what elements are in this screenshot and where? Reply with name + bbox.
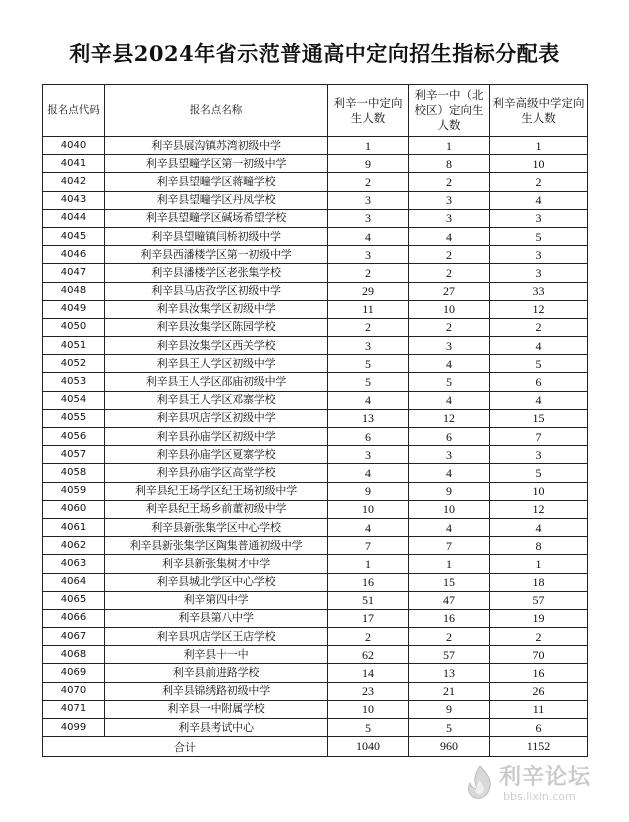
lixin-senior-count-cell: 2 (490, 318, 588, 336)
table-row (43, 337, 588, 355)
lixin-no1-north-count-cell: 7 (409, 537, 490, 555)
code-cell: 4053 (43, 373, 105, 391)
code-cell: 4056 (43, 428, 105, 446)
code-cell: 4057 (43, 446, 105, 464)
code-cell: 4099 (43, 719, 105, 737)
table-row (43, 155, 588, 173)
lixin-no1-count-cell: 4 (328, 518, 409, 536)
header-code: 报名点代码 (43, 85, 105, 137)
lixin-senior-count-cell: 12 (490, 300, 588, 318)
lixin-senior-count-cell: 4 (490, 191, 588, 209)
lixin-no1-count-cell: 17 (328, 609, 409, 627)
lixin-no1-count-cell: 11 (328, 300, 409, 318)
flame-logo-icon (459, 762, 501, 804)
lixin-no1-north-count-cell: 4 (409, 227, 490, 245)
lixin-senior-count-cell: 5 (490, 464, 588, 482)
school-name-cell: 利辛县一中附属学校 (105, 700, 328, 718)
lixin-no1-north-count-cell: 2 (409, 246, 490, 264)
lixin-no1-count-cell: 3 (328, 191, 409, 209)
lixin-senior-count-cell: 1 (490, 137, 588, 155)
table-row (43, 300, 588, 318)
lixin-senior-count-cell: 3 (490, 264, 588, 282)
table-row (43, 318, 588, 336)
table-row (43, 191, 588, 209)
code-cell: 4047 (43, 264, 105, 282)
table-row (43, 537, 588, 555)
school-name-cell: 利辛县潘楼学区老张集学校 (105, 264, 328, 282)
watermark-name: 利辛论坛 (499, 765, 592, 790)
code-cell: 4049 (43, 300, 105, 318)
lixin-no1-north-count-cell: 2 (409, 318, 490, 336)
lixin-senior-count-cell: 6 (490, 373, 588, 391)
lixin-no1-count-cell: 3 (328, 446, 409, 464)
lixin-no1-north-count-cell: 3 (409, 191, 490, 209)
code-cell: 4040 (43, 137, 105, 155)
header-lixin-no1: 利辛一中定向生人数 (328, 85, 409, 137)
code-cell: 4062 (43, 537, 105, 555)
school-name-cell: 利辛县纪王场乡前董初级中学 (105, 500, 328, 518)
lixin-no1-north-count-cell: 12 (409, 409, 490, 427)
code-cell: 4060 (43, 500, 105, 518)
lixin-no1-north-count-cell: 3 (409, 446, 490, 464)
school-name-cell: 利辛县孙庙学区初级中学 (105, 428, 328, 446)
school-name-cell: 利辛县王人学区邵庙初级中学 (105, 373, 328, 391)
code-cell: 4067 (43, 628, 105, 646)
school-name-cell: 利辛县汝集学区陈园学校 (105, 318, 328, 336)
lixin-no1-north-count-cell: 8 (409, 155, 490, 173)
school-name-cell: 利辛县第八中学 (105, 609, 328, 627)
table-row (43, 573, 588, 591)
lixin-no1-count-cell: 10 (328, 700, 409, 718)
table-row (43, 682, 588, 700)
lixin-senior-count-cell: 5 (490, 227, 588, 245)
page-title: 利辛县2024年省示范普通高中定向招生指标分配表 (69, 41, 560, 66)
lixin-no1-count-cell: 6 (328, 428, 409, 446)
code-cell: 4069 (43, 664, 105, 682)
table-row (43, 628, 588, 646)
lixin-no1-count-cell: 2 (328, 173, 409, 191)
lixin-no1-count-cell: 5 (328, 355, 409, 373)
lixin-senior-count-cell: 10 (490, 482, 588, 500)
lixin-no1-north-count-cell: 4 (409, 355, 490, 373)
lixin-no1-count-cell: 10 (328, 500, 409, 518)
school-name-cell: 利辛县考试中心 (105, 719, 328, 737)
lixin-no1-count-cell: 4 (328, 391, 409, 409)
school-name-cell: 利辛县汝集学区西关学校 (105, 337, 328, 355)
table-row (43, 409, 588, 427)
lixin-senior-count-cell: 3 (490, 446, 588, 464)
lixin-senior-count-cell: 1 (490, 555, 588, 573)
lixin-senior-count-cell: 4 (490, 518, 588, 536)
lixin-no1-north-count-cell: 4 (409, 518, 490, 536)
table-row (43, 609, 588, 627)
header-lixin-senior: 利辛高级中学定向生人数 (490, 85, 588, 137)
lixin-senior-count-cell: 3 (490, 246, 588, 264)
code-cell: 4042 (43, 173, 105, 191)
table-row (43, 646, 588, 664)
code-cell: 4064 (43, 573, 105, 591)
lixin-no1-north-count-cell: 9 (409, 700, 490, 718)
lixin-no1-north-count-cell: 5 (409, 373, 490, 391)
lixin-no1-north-count-cell: 9 (409, 482, 490, 500)
total-lixin-senior: 1152 (490, 737, 588, 757)
school-name-cell: 利辛县展沟镇苏湾初级中学 (105, 137, 328, 155)
lixin-senior-count-cell: 8 (490, 537, 588, 555)
code-cell: 4070 (43, 682, 105, 700)
school-name-cell: 利辛县望疃学区丹凤学校 (105, 191, 328, 209)
code-cell: 4048 (43, 282, 105, 300)
code-cell: 4065 (43, 591, 105, 609)
lixin-senior-count-cell: 33 (490, 282, 588, 300)
lixin-no1-count-cell: 1 (328, 555, 409, 573)
lixin-no1-count-cell: 51 (328, 591, 409, 609)
school-name-cell: 利辛县孙庙学区高堂学校 (105, 464, 328, 482)
table-row (43, 282, 588, 300)
lixin-no1-north-count-cell: 2 (409, 264, 490, 282)
code-cell: 4068 (43, 646, 105, 664)
code-cell: 4058 (43, 464, 105, 482)
lixin-no1-north-count-cell: 1 (409, 137, 490, 155)
school-name-cell: 利辛县望疃学区蒋疃学校 (105, 173, 328, 191)
lixin-no1-north-count-cell: 47 (409, 591, 490, 609)
code-cell: 4050 (43, 318, 105, 336)
lixin-senior-count-cell: 12 (490, 500, 588, 518)
school-name-cell: 利辛县十一中 (105, 646, 328, 664)
lixin-no1-north-count-cell: 1 (409, 555, 490, 573)
lixin-no1-count-cell: 23 (328, 682, 409, 700)
lixin-no1-north-count-cell: 2 (409, 173, 490, 191)
table-row (43, 482, 588, 500)
school-name-cell: 利辛县新张集学区中心学校 (105, 518, 328, 536)
school-name-cell: 利辛县望疃镇闫桥初级中学 (105, 227, 328, 245)
school-name-cell: 利辛县汝集学区初级中学 (105, 300, 328, 318)
school-name-cell: 利辛县前进路学校 (105, 664, 328, 682)
code-cell: 4046 (43, 246, 105, 264)
lixin-no1-count-cell: 3 (328, 337, 409, 355)
table-row (43, 719, 588, 737)
lixin-senior-count-cell: 16 (490, 664, 588, 682)
lixin-no1-count-cell: 14 (328, 664, 409, 682)
lixin-no1-count-cell: 62 (328, 646, 409, 664)
lixin-senior-count-cell: 7 (490, 428, 588, 446)
school-name-cell: 利辛县望疃学区碱场希望学校 (105, 209, 328, 227)
lixin-no1-count-cell: 2 (328, 318, 409, 336)
header-name: 报名点名称 (105, 85, 328, 137)
school-name-cell: 利辛县新张集学区陶集普通初级中学 (105, 537, 328, 555)
lixin-senior-count-cell: 15 (490, 409, 588, 427)
lixin-senior-count-cell: 4 (490, 337, 588, 355)
code-cell: 4059 (43, 482, 105, 500)
table-row (43, 664, 588, 682)
watermark-domain: bbs.lixin.com (503, 790, 576, 803)
table-body (43, 137, 588, 737)
code-cell: 4041 (43, 155, 105, 173)
lixin-senior-count-cell: 26 (490, 682, 588, 700)
table-row (43, 591, 588, 609)
code-cell: 4071 (43, 700, 105, 718)
lixin-senior-count-cell: 4 (490, 391, 588, 409)
lixin-senior-count-cell: 10 (490, 155, 588, 173)
lixin-no1-north-count-cell: 5 (409, 719, 490, 737)
lixin-no1-count-cell: 2 (328, 264, 409, 282)
lixin-senior-count-cell: 70 (490, 646, 588, 664)
table-row (43, 518, 588, 536)
code-cell: 4061 (43, 518, 105, 536)
lixin-senior-count-cell: 18 (490, 573, 588, 591)
code-cell: 4055 (43, 409, 105, 427)
school-name-cell: 利辛县巩店学区王店学校 (105, 628, 328, 646)
total-lixin-no1-north: 960 (409, 737, 490, 757)
forum-watermark (459, 756, 619, 816)
code-cell: 4054 (43, 391, 105, 409)
lixin-senior-count-cell: 2 (490, 628, 588, 646)
code-cell: 4051 (43, 337, 105, 355)
school-name-cell: 利辛县西潘楼学区第一初级中学 (105, 246, 328, 264)
school-name-cell: 利辛县马店孜学区初级中学 (105, 282, 328, 300)
lixin-senior-count-cell: 3 (490, 209, 588, 227)
school-name-cell: 利辛县城北学区中心学校 (105, 573, 328, 591)
table-row (43, 246, 588, 264)
table-header-row (43, 85, 588, 137)
table-row (43, 391, 588, 409)
code-cell: 4063 (43, 555, 105, 573)
lixin-no1-north-count-cell: 6 (409, 428, 490, 446)
code-cell: 4052 (43, 355, 105, 373)
table-row (43, 464, 588, 482)
lixin-no1-north-count-cell: 3 (409, 209, 490, 227)
lixin-no1-north-count-cell: 27 (409, 282, 490, 300)
table-row (43, 373, 588, 391)
lixin-no1-count-cell: 3 (328, 246, 409, 264)
total-lixin-no1: 1040 (328, 737, 409, 757)
lixin-senior-count-cell: 6 (490, 719, 588, 737)
lixin-senior-count-cell: 11 (490, 700, 588, 718)
lixin-no1-north-count-cell: 15 (409, 573, 490, 591)
lixin-no1-north-count-cell: 10 (409, 300, 490, 318)
total-row (43, 737, 588, 757)
school-name-cell: 利辛县纪王场学区纪王场初级中学 (105, 482, 328, 500)
school-name-cell: 利辛县王人学区初级中学 (105, 355, 328, 373)
lixin-no1-count-cell: 7 (328, 537, 409, 555)
code-cell: 4044 (43, 209, 105, 227)
lixin-no1-count-cell: 9 (328, 155, 409, 173)
lixin-no1-north-count-cell: 4 (409, 391, 490, 409)
lixin-no1-count-cell: 9 (328, 482, 409, 500)
lixin-no1-north-count-cell: 3 (409, 337, 490, 355)
table-row (43, 209, 588, 227)
table-row (43, 355, 588, 373)
allocation-table (42, 84, 588, 757)
table-row (43, 700, 588, 718)
lixin-no1-count-cell: 4 (328, 464, 409, 482)
code-cell: 4043 (43, 191, 105, 209)
table-row (43, 264, 588, 282)
lixin-no1-count-cell: 3 (328, 209, 409, 227)
lixin-no1-north-count-cell: 2 (409, 628, 490, 646)
lixin-no1-north-count-cell: 21 (409, 682, 490, 700)
table-row (43, 173, 588, 191)
lixin-no1-north-count-cell: 57 (409, 646, 490, 664)
table-row (43, 446, 588, 464)
table-row (43, 555, 588, 573)
table-row (43, 428, 588, 446)
lixin-no1-count-cell: 5 (328, 373, 409, 391)
school-name-cell: 利辛县孙庙学区夏寨学校 (105, 446, 328, 464)
school-name-cell: 利辛县新张集树才中学 (105, 555, 328, 573)
lixin-no1-north-count-cell: 16 (409, 609, 490, 627)
table-row (43, 227, 588, 245)
lixin-no1-count-cell: 29 (328, 282, 409, 300)
lixin-senior-count-cell: 2 (490, 173, 588, 191)
lixin-senior-count-cell: 57 (490, 591, 588, 609)
lixin-no1-north-count-cell: 13 (409, 664, 490, 682)
lixin-no1-count-cell: 2 (328, 628, 409, 646)
school-name-cell: 利辛第四中学 (105, 591, 328, 609)
code-cell: 4045 (43, 227, 105, 245)
lixin-senior-count-cell: 5 (490, 355, 588, 373)
table-row (43, 137, 588, 155)
lixin-no1-north-count-cell: 10 (409, 500, 490, 518)
lixin-no1-count-cell: 1 (328, 137, 409, 155)
school-name-cell: 利辛县锦绣路初级中学 (105, 682, 328, 700)
lixin-no1-count-cell: 5 (328, 719, 409, 737)
lixin-no1-count-cell: 16 (328, 573, 409, 591)
header-lixin-no1-north: 利辛一中（北校区）定向生人数 (409, 85, 490, 137)
lixin-no1-count-cell: 4 (328, 227, 409, 245)
school-name-cell: 利辛县望疃学区第一初级中学 (105, 155, 328, 173)
code-cell: 4066 (43, 609, 105, 627)
school-name-cell: 利辛县王人学区邓寨学校 (105, 391, 328, 409)
lixin-senior-count-cell: 19 (490, 609, 588, 627)
table-row (43, 500, 588, 518)
total-label: 合计 (43, 737, 328, 757)
school-name-cell: 利辛县巩店学区初级中学 (105, 409, 328, 427)
lixin-no1-count-cell: 13 (328, 409, 409, 427)
lixin-no1-north-count-cell: 4 (409, 464, 490, 482)
